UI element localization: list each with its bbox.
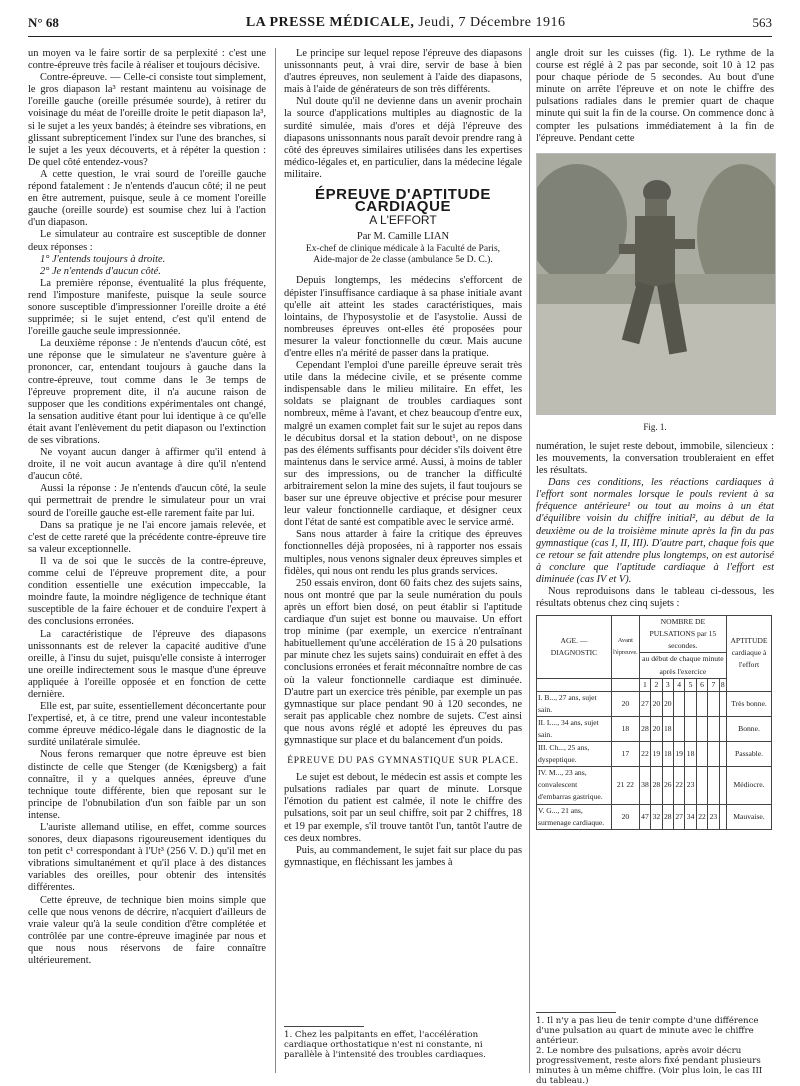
paragraph: 250 essais environ, dont 60 faits chez des sujets sains, nous ont montré que par la seule numération du pouls après un effort bien dosé, on peut établir si l'aptitude cardiaque d'un sujet est bonne ou mauvaise. Un effort trop minime (par exemple, un exercice n'entraînant habituellement qu'une accélération de 15 à 20 pulsations par minute chez les sujets sains) conduirait en effet à des conclusions erronées et ferait méconnaître nombre de cas où la valeur fonctionnelle cardiaque est diminuée. D'autre part un exercice très pénible, par exemple un pas gymnastique sur place pendant 90 à 120 secondes, ne serait pas applicable chez nombre de sujets. C'est ainsi que nous avons réglé et adopté les épreuves du pas gymnastique sur place et du balancement d'un poids.: [284, 577, 523, 746]
page-header: [28, 10, 772, 37]
results-table: [536, 615, 772, 830]
minute-header: 1: [639, 678, 650, 691]
aptitude-cell: Mauvaise.: [727, 804, 772, 829]
figure-photo: [536, 153, 776, 415]
column-3: [536, 48, 774, 830]
minute-header: 8: [719, 678, 726, 691]
footnotes: [536, 1016, 774, 1086]
column-1: [28, 48, 266, 967]
before-cell: 17: [612, 742, 640, 767]
paragraph: Contre-épreuve. — Celle-ci consiste tout simplement, le gros diapason la³ restant maintenu au voisinage de l'oreille gauche (oreille présumée sourde), à retirer du voisinage du méat de l'oreille droite le petit diapason la³, si le sujet a les yeux bandés; à éteindre ses vibrations, en glissant subrepticement l'index sur l'une des branches, si le sujet a les yeux découverts, et à répéter la question : De quel côté entendez-vous?: [28, 72, 266, 168]
aptitude-cell: Passable.: [727, 742, 772, 767]
aptitude-cell: Médiocre.: [727, 767, 772, 804]
minute-header: 3: [662, 678, 673, 691]
table-row: [537, 804, 772, 829]
pulse-cell: [685, 716, 696, 741]
paragraph: L'auriste allemand utilise, en effet, comme sources sonores, deux diapasons rigoureusement identiques du ton petit c¹ correspondant à l'Ut³ (256 V. D.) qu'il met en vibrations simultanément et qu'il place à des distances variables des oreilles, pour obtenir des intensités différentes.: [28, 822, 266, 894]
pulse-cell: [719, 742, 726, 767]
pulse-cell: [719, 691, 726, 716]
case-cell: II. L..., 34 ans, sujet sain.: [537, 716, 612, 741]
before-cell: 18: [612, 716, 640, 741]
paragraph: Sans nous attarder à faire la critique des épreuves fonctionnelles déjà proposées, ni à rapporter nos essais multiples, nous venons signaler deux épreuves simples et fidèles, qui nous ont rendu les plus grands services.: [284, 529, 522, 577]
paragraph: 1° J'entends toujours à droite.: [40, 253, 166, 265]
paragraph: La caractéristique de l'épreuve des diapasons unissonnants est de relever la capacité auditive d'une oreille, à l'insu du sujet, puisqu'elle consiste à interroger une oreille indirectement sous le masque d'une épreuve appliquée à l'oreille opposée et en fonction de cette dernière.: [28, 628, 266, 700]
author-affiliation: [284, 243, 522, 265]
minute-header: 5: [685, 678, 696, 691]
pulse-cell: 22: [673, 767, 684, 804]
minute-header: 4: [673, 678, 684, 691]
footnote: 2. Le nombre des pulsations, après avoir décru progressivement, reste alors fixé pendant plusieurs minutes à un même chiffre. (Voir plus loin, le cas III du tableau.): [536, 1046, 763, 1086]
footnote: 1. Il n'y a pas lieu de tenir compte d'une différence d'une pulsation au quart de minute avec le chiffre antérieur.: [536, 1016, 759, 1046]
paragraph: Depuis longtemps, les médecins s'efforcent de dépister l'insuffisance cardiaque à sa phase initiale avant qu'elle ait atteint les stades caractéristiques, mais lointains, de l'hyposystolie et de l'asystolie. Aussi de nombreuses épreuves ont-elles été proposées pour mesurer la valeur fonctionnelle du cœur. Mais aucune d'entre elles n'a mérité de passer dans la pratique.: [284, 275, 522, 359]
journal-title: LA PRESSE MÉDICALE, Jeudi, 7 Décembre 1916: [245, 15, 566, 30]
pulse-cell: 22: [639, 742, 650, 767]
case-cell: I. B..., 27 ans, sujet sain.: [537, 691, 612, 716]
table-row: [537, 716, 772, 741]
paragraph: Il va de soi que le succès de la contre-épreuve, comme celui de l'épreuve proprement dite, a pour condition essentielle une exécution impeccable, la moindre faute, la moindre négligence de technique étant susceptible de la faire échouer et de conduire l'expert à des conclusions erronées.: [28, 555, 266, 628]
case-cell: IV. M..., 23 ans, convalescent d'embarras gastrique.: [537, 767, 612, 804]
blank-cell: [537, 678, 612, 691]
section-heading: ÉPREUVE DU PAS GYMNASTIQUE SUR PLACE.: [287, 756, 519, 767]
paragraph: angle droit sur les cuisses (fig. 1). Le rythme de la course est réglé à 2 pas par seconde, soit 10 à 12 pas pour chaque période de 5 secondes. Au bout d'une minute on arrête l'épreuve et on note le chiffre des pulsations radiales dans le premier quart de chaque minute qui suit la fin de la course. On commence donc à compter les pulsations immédiatement à la fin de l'épreuve. Pendant cette: [536, 48, 774, 144]
table-body: [537, 691, 772, 829]
paragraph: Le sujet est debout, le médecin est assis et compte les pulsations radiales par quart de minute. Lorsque l'émotion du patient est calmée, il note le chiffre des pulsations, soit par un seul chiffre, soit par 2 chiffres, 18 et 19 par exemple, s'il trouve tantôt l'un, tantôt l'autre de ces deux nombres.: [284, 772, 522, 844]
header-aptitude: APTITUDE cardiaque à l'effort: [727, 616, 772, 692]
pulse-cell: [673, 716, 684, 741]
paragraph: La première réponse, éventualité la plus fréquente, rend l'imposture manifeste, puisque la seule source sonore susceptible d'impressionner l'oreille droite a été supprimée; si le sujet entend, c'est qu'il entend de l'oreille gauche seule impressionnée.: [28, 277, 266, 338]
paragraph: Nul doute qu'il ne devienne dans un avenir prochain la source d'applications multiples au diagnostic de la surdité simulée, mais d'ores et déjà l'épreuve des diapasons unissonnants nous paraît devoir prendre rang à côté des épreuves similaires utilisées dans les expertises médico-légales et, en particulier, dans la médecine légale militaire.: [284, 96, 522, 180]
table-row: [537, 742, 772, 767]
paragraph: 2° Je n'entends d'aucun côté.: [40, 265, 161, 277]
before-cell: 20: [612, 691, 640, 716]
pulse-cell: [685, 691, 696, 716]
table-row: [537, 767, 772, 804]
header-pulses: NOMBRE DE PULSATIONS par 15 secondes.: [639, 616, 726, 653]
paragraph: Puis, au commandement, le sujet fait sur place du pas gymnastique, en fléchissant les jambes à: [284, 844, 522, 868]
footnote-rule: [536, 1012, 616, 1013]
aptitude-cell: Très bonne.: [727, 691, 772, 716]
before-cell: 21 22: [612, 767, 640, 804]
paragraph: La deuxième réponse : Je n'entends d'aucun côté, est une réponse que le simulateur ne s'aventure guère à prononcer, car, entendant toujours à gauche dans la contre-épreuve, tout comme dans le 3e temps de l'épreuve proprement dite, il n'a aucune raison de supposer que les conditions expérimentales ont changé, la sensation auditive étant pour lui identique à ce qu'elle était avant l'enlèvement du petit diapason ou l'extinction de ses vibrations.: [28, 338, 266, 446]
pulse-cell: [696, 767, 707, 804]
affiliation-line: Aide-major de 2e classe (ambulance 5e D. C.).: [313, 254, 493, 266]
minute-header: 7: [708, 678, 719, 691]
table-row: [537, 691, 772, 716]
pulse-cell: 20: [662, 691, 673, 716]
pulse-cell: [708, 767, 719, 804]
pulse-cell: 18: [685, 742, 696, 767]
pulse-cell: 26: [662, 767, 673, 804]
pulse-cell: 32: [651, 804, 662, 829]
pulse-cell: 47: [639, 804, 650, 829]
footnote: 1. Chez les palpitants en effet, l'accélération cardiaque orthostatique n'est ni constante, ni parallèle à l'intensité des troubles cardiaques.: [284, 1030, 486, 1060]
minute-header: 6: [696, 678, 707, 691]
paragraph: Le principe sur lequel repose l'épreuve des diapasons unissonnants peut, à vrai dire, servir de base à bien d'autres épreuves, non seulement à l'aide des diapasons, mais à l'aide de générateurs de son très différents.: [284, 48, 522, 96]
pulse-cell: [719, 767, 726, 804]
case-cell: V. G..., 21 ans, surmenage cardiaque.: [537, 804, 612, 829]
before-cell: 20: [612, 804, 640, 829]
pulse-cell: 22: [696, 804, 707, 829]
pulse-cell: [673, 691, 684, 716]
paragraph: Aussi la réponse : Je n'entends d'aucun côté, la seule qui permettrait de prendre le simulateur pour un vrai sourd de l'oreille gauche est-elle rarement faite par lui.: [28, 483, 266, 519]
paragraph: Le simulateur au contraire est susceptible de donner deux réponses :: [28, 229, 266, 253]
pulse-cell: 28: [639, 716, 650, 741]
minute-header: 2: [651, 678, 662, 691]
pulse-cell: [719, 804, 726, 829]
header-case: AGE. — DIAGNOSTIC: [537, 616, 612, 678]
pulse-cell: [696, 691, 707, 716]
article-title: ÉPREUVE D'APTITUDE CARDIAQUE: [314, 186, 492, 216]
pulse-cell: 23: [685, 767, 696, 804]
pulse-cell: 18: [662, 716, 673, 741]
header-before: Avant l'épreuve.: [612, 616, 640, 678]
blank-cell: [612, 678, 640, 691]
case-cell: III. Ch..., 25 ans, dyspeptique.: [537, 742, 612, 767]
pulse-cell: 18: [662, 742, 673, 767]
article-author: Par M. Camille LIAN: [356, 231, 450, 243]
pulse-cell: 20: [651, 716, 662, 741]
paragraph: Dans sa pratique je ne l'ai encore jamais relevée, et c'est de cette rareté que la précédente contre-épreuve tire sa valeur exceptionnelle.: [28, 519, 266, 555]
issue-number: N° 68: [28, 15, 59, 30]
paragraph: Ne voyant aucun danger à affirmer qu'il entend à droite, il ne voit aucun avantage à dire qu'il n'entend d'aucun côté.: [28, 447, 266, 483]
header-after: au début de chaque minute après l'exercice: [639, 653, 726, 678]
column-separator: [275, 48, 276, 1073]
pulse-cell: [696, 716, 707, 741]
paragraph: A cette question, le vrai sourd de l'oreille gauche répond fatalement : Je n'entends d'aucun côté; il ne peut en être autrement, puisque, seule à ce moment l'oreille gauche (oreille sourde) est soumise chez lui à l'action d'un diapason.: [28, 168, 266, 229]
paragraph: Cette épreuve, de technique bien moins simple que celle que nous venons de décrire, n'acquiert d'ailleurs de vraie valeur qu'à la seule condition d'être complétée et contrôlée par une contre-épreuve imaginée par nous et que nous nous réservons de faire connaître ultérieurement.: [28, 894, 266, 967]
column-2: [284, 48, 522, 869]
footnote-rule: [284, 1026, 364, 1027]
pulse-cell: [696, 742, 707, 767]
issue-date: Jeudi, 7 Décembre 1916: [418, 15, 566, 30]
pulse-cell: 28: [651, 767, 662, 804]
paragraph: Nous reproduisons dans le tableau ci-dessous, les résultats obtenus chez cinq sujets :: [536, 585, 774, 610]
aptitude-cell: Bonne.: [727, 716, 772, 741]
page-number: 563: [752, 15, 772, 30]
pulse-cell: [719, 716, 726, 741]
pulse-cell: [708, 716, 719, 741]
paragraph: Dans ces conditions, les réactions cardiaques à l'effort sont normales lorsque le pouls revient à sa fréquence antérieure¹ ou tout au moins à un état d'équilibre voisin du chiffre initial², au début de la deuxième ou de la troisième minute après la fin du pas gymnastique (cas I, II, III). D'autre part, chaque fois que ce retour se fait attendre plus longtemps, on est autorisé à conclure que l'aptitude cardiaque à l'effort est diminuée (cas IV et V).: [536, 477, 774, 585]
pulse-cell: 19: [651, 742, 662, 767]
pulse-cell: 28: [662, 804, 673, 829]
paragraph: Elle est, par suite, essentiellement déconcertante pour l'expertisé, et, à ce titre, prend une valeur incontestable comme épreuve médico-légale dans le diagnostic de la surdité unilatérale simulée.: [28, 701, 266, 749]
pulse-cell: 19: [673, 742, 684, 767]
article-subtitle: A L'EFFORT: [369, 213, 437, 228]
pulse-cell: 34: [685, 804, 696, 829]
paragraph: Cependant l'emploi d'une pareille épreuve serait très utile dans la médecine civile, et se présente comme indispensable dans le milieu militaire. En effet, les soldats se plaignant de troubles cardiaques sont nombreux, même à l'avant, et chez beaucoup d'entre eux, malgré un examen complet fait sur le sujet au repos dans le décubitus dorsal et la station debout¹, on ne dispose pas des éléments suffisants pour décider s'ils doivent être maintenus dans le service armé. Aussi, à moins de tabler sur des impressions, ou de trancher la difficulté arbitrairement selon la mine des sujets, il faut toujours se baser sur une épreuve objective et précise pour mesurer leur valeur fonctionnelle cardiaque, et désigner ceux dont l'état de santé est compatible avec le service armé.: [284, 360, 522, 529]
affiliation-line: Ex-chef de clinique médicale à la Faculté de Paris,: [305, 243, 501, 255]
running-soldier-photo: [537, 154, 775, 414]
pulse-cell: 20: [651, 691, 662, 716]
pulse-cell: 27: [673, 804, 684, 829]
pulse-cell: [708, 742, 719, 767]
paragraph: un moyen va le faire sortir de sa perplexité : c'est une contre-épreuve très facile à réaliser et toujours décisive.: [28, 48, 266, 72]
pulse-cell: [708, 691, 719, 716]
figure-caption: Fig. 1.: [643, 421, 667, 432]
paragraph: Nous ferons remarquer que notre épreuve est bien distincte de celle que Stenger (de Kœnigsberg) a fait connaître, il y a quelques années, épreuve d'une technique toute différente, bien que reposant sur le principe de l'obnubilation d'un son faible par un son intense.: [28, 749, 266, 821]
pulse-cell: 27: [639, 691, 650, 716]
pulse-cell: 23: [708, 804, 719, 829]
paragraph: numération, le sujet reste debout, immobile, silencieux : les mouvements, la conversation troubleraient en effet les résultats.: [536, 440, 774, 477]
column-separator: [529, 48, 530, 1073]
pulse-cell: 38: [639, 767, 650, 804]
